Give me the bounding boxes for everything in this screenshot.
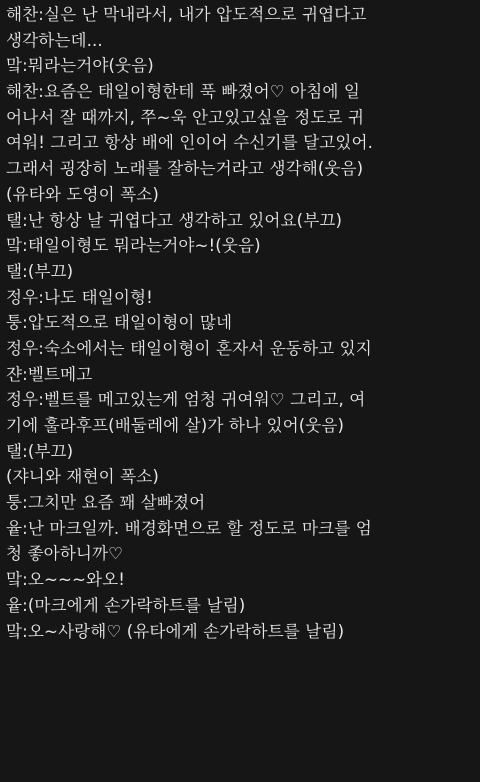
transcript-line: 탤:난 항상 날 귀엽다고 생각하고 있어요(부끄) (6, 210, 343, 230)
transcript-line: 맠:오~~~와오! (6, 570, 125, 590)
transcript-line: 기에 훌라후프(배둘레에 살)가 하나 있어(웃음) (6, 416, 345, 435)
transcript-line: 해찬:요즘은 태일이형한테 푹 빠졌어♡ 아침에 일 (6, 82, 361, 102)
transcript-line: 그래서 굉장히 노래를 잘하는거라고 생각해(웃음) (6, 159, 364, 179)
transcript-line: (유타와 도영이 폭소) (6, 184, 159, 204)
transcript-line: 탤:(부끄) (6, 261, 74, 281)
transcript-line: 퉁:그치만 요즘 꽤 살빠졌어 (6, 493, 206, 513)
transcript-line: 어나서 잘 때까지, 쭈~욱 안고있고싶을 정도로 귀 (6, 107, 365, 127)
transcript-line: 맠:태일이형도 뭐라는거야~!(웃음) (6, 236, 261, 256)
transcript-line: 맠:오~사랑해♡ (유타에게 손가락하트를 날림) (6, 621, 345, 641)
transcript-line: 정우:숙소에서는 태일이형이 혼자서 운동하고 있지 (6, 338, 372, 358)
transcript-line: 쟌:벨트메고 (6, 364, 93, 384)
transcript-line: 탤:(부끄) (6, 441, 74, 461)
transcript-line: 생각하는데... (6, 30, 103, 50)
transcript-line: 윹:난 마크일까. 배경화면으로 할 정도로 마크를 엄 (6, 518, 372, 538)
transcript-line: 여워! 그리고 항상 배에 인이어 수신기를 달고있어. (6, 133, 373, 153)
transcript-line: 윹:(마크에게 손가락하트를 날림) (6, 595, 246, 615)
transcript-line: 정우:벨트를 메고있는게 엄청 귀여워♡ 그리고, 여 (6, 390, 366, 410)
transcript-line: 맠:뭐라는거야(웃음) (6, 56, 154, 76)
transcript-line: 해찬:실은 난 막내라서, 내가 압도적으로 귀엽다고 (6, 5, 367, 24)
transcript-line: 청 좋아하니까♡ (6, 544, 124, 564)
transcript-line: 퉁:압도적으로 태일이형이 많네 (6, 313, 233, 333)
transcript-line: 정우:나도 태일이형! (6, 287, 153, 307)
transcript-line: (쟈니와 재현이 폭소) (6, 467, 159, 487)
